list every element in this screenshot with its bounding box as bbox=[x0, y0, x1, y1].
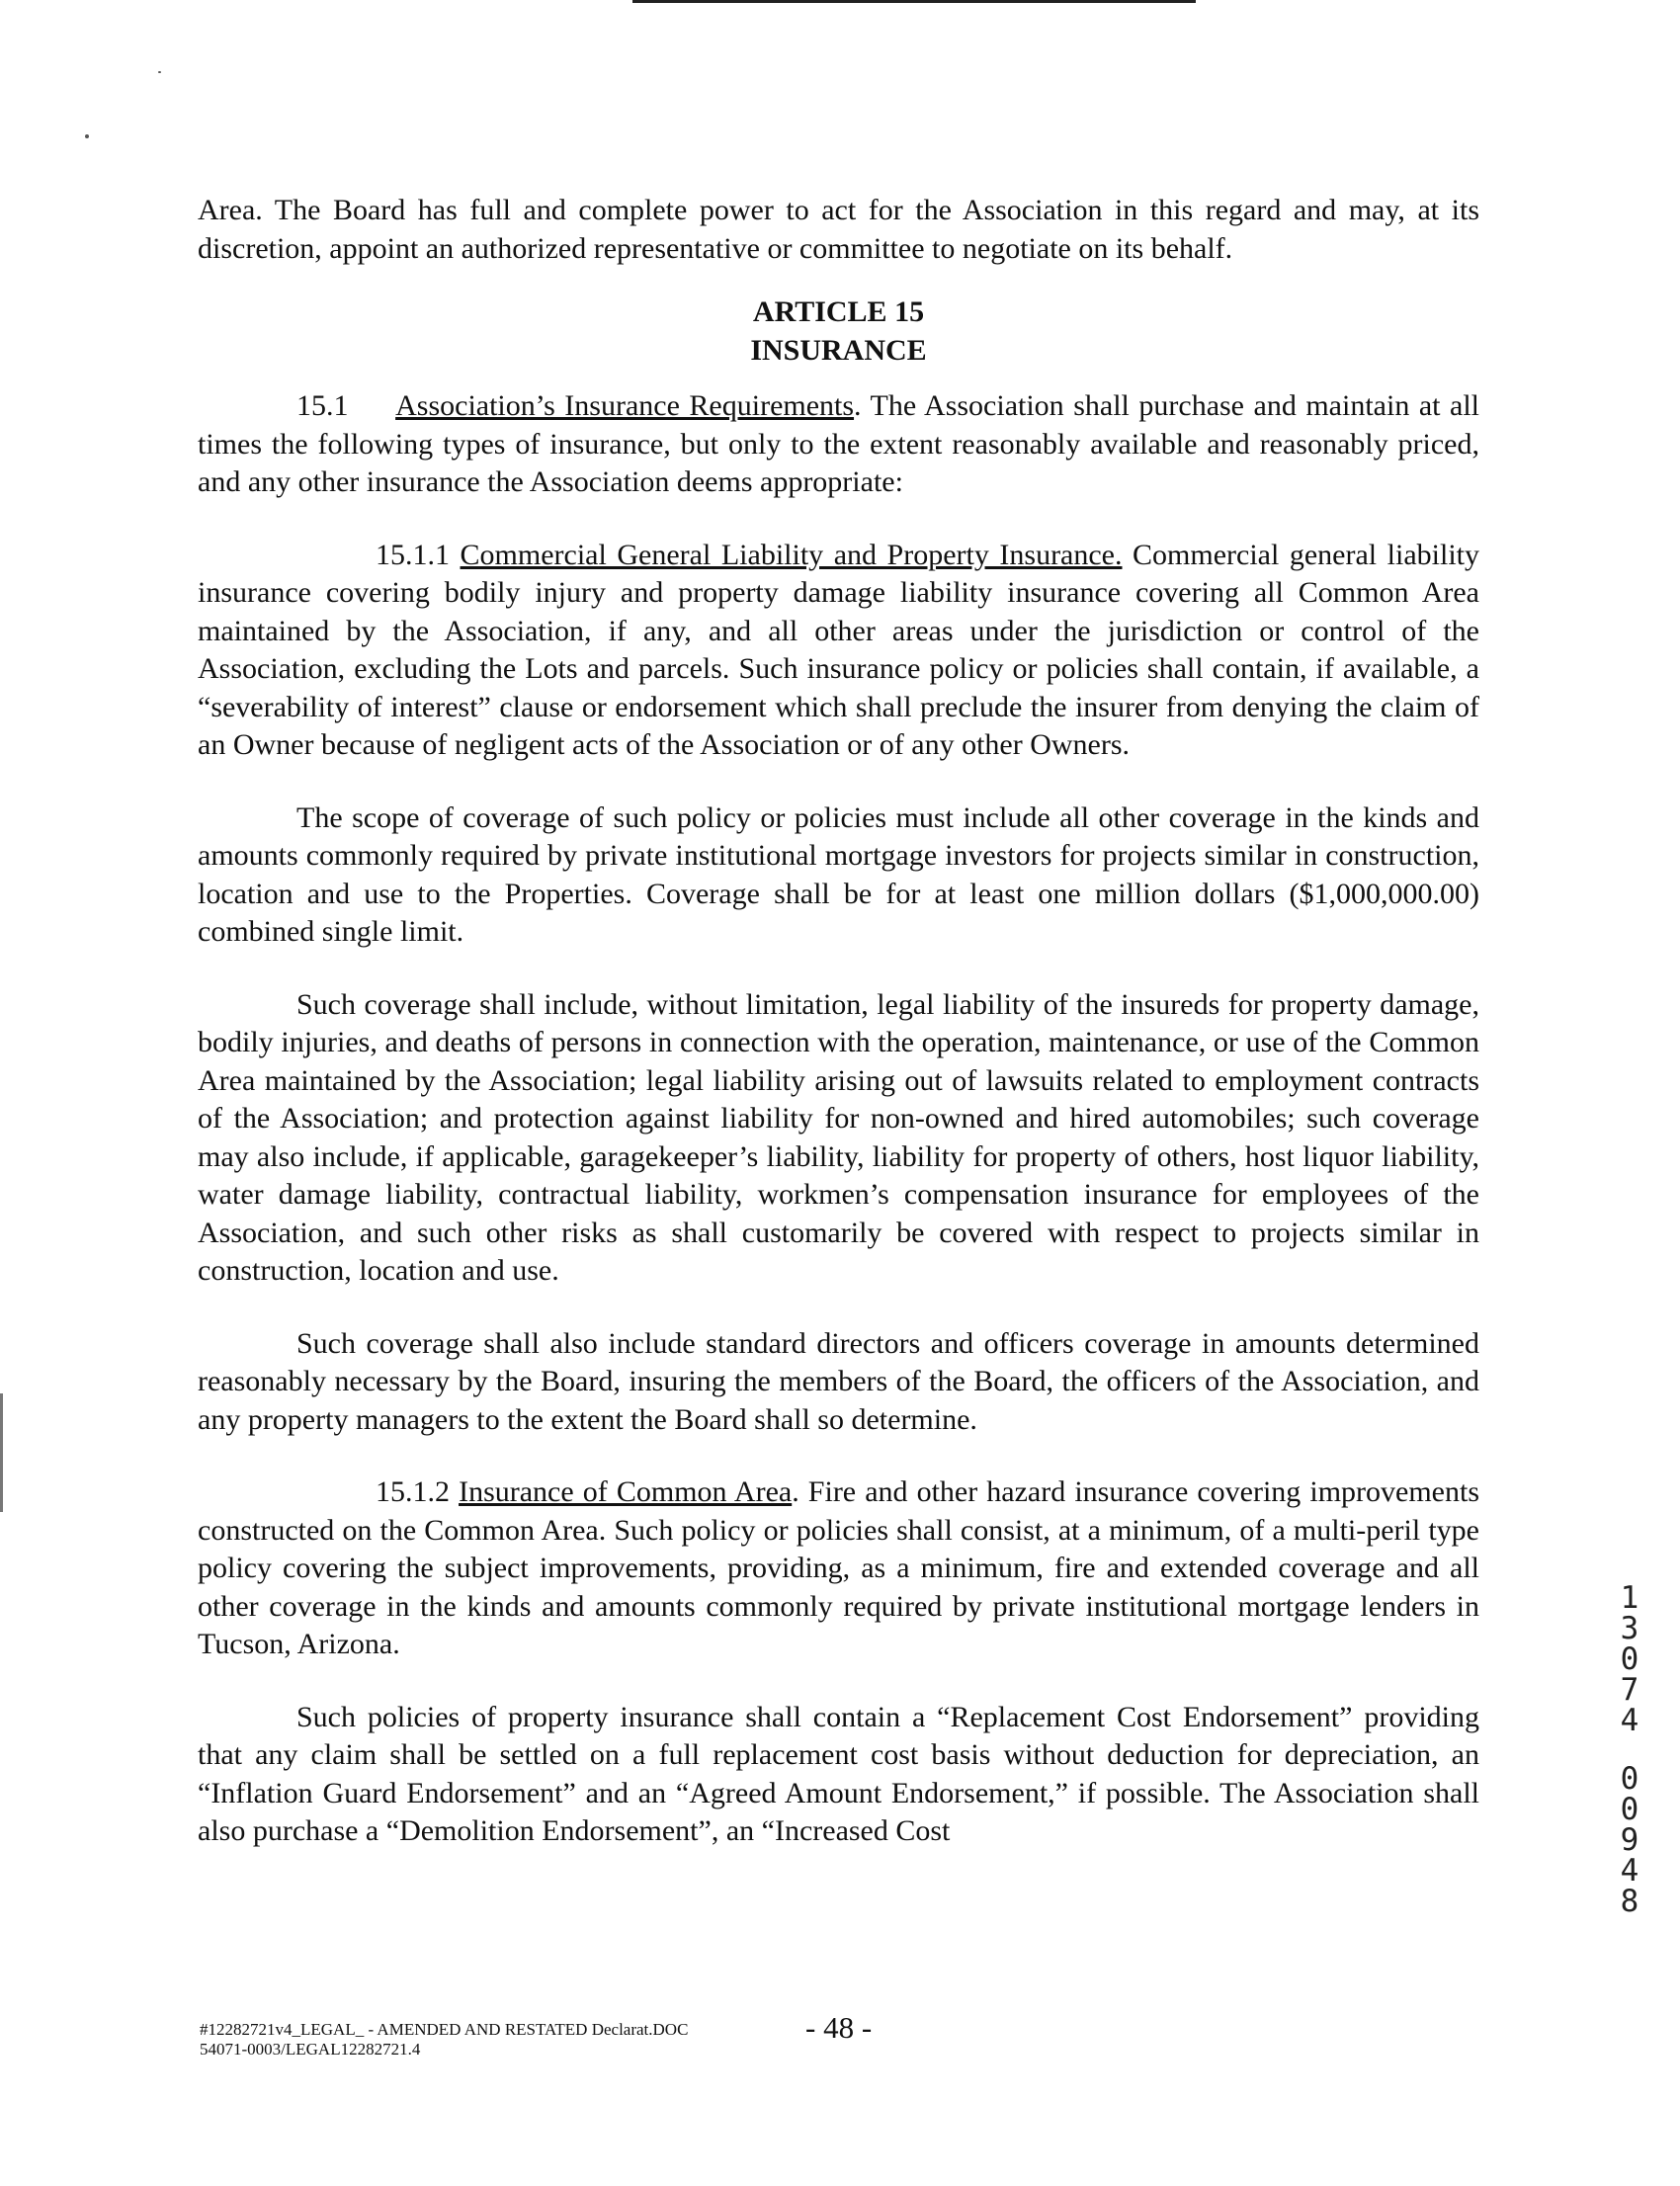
scope-paragraph: The scope of coverage of such policy or policies must include all other coverage in the kinds and amounts commonly required by private institutional mortgage investors for projects similar in construction, location and use to the Properties. Coverage shall be for at least one million dollars ($1,000,000.00) combined single limit. bbox=[198, 800, 1479, 948]
section-heading: Insurance of Common Area bbox=[459, 1475, 793, 1508]
section-number: 15.1 bbox=[296, 389, 349, 422]
article-number: ARTICLE 15 bbox=[752, 295, 925, 328]
section-heading: Association’s Insurance Requirements bbox=[395, 389, 855, 422]
top-scan-line bbox=[632, 0, 1196, 3]
stamp-digit: 0 bbox=[1620, 1641, 1639, 1677]
stamp-digit: 8 bbox=[1620, 1884, 1639, 1919]
section-number: 15.1.1 bbox=[376, 538, 450, 571]
intro-paragraph: Area. The Board has full and complete power to act for the Association in this regard and may, at its discretion, appoint an authorized representative or committee to negotiate on its behalf. bbox=[198, 194, 1479, 265]
stamp-gap bbox=[1613, 1736, 1646, 1764]
footer-line-1: #12282721v4_LEGAL_ - AMENDED AND RESTATED Declarat.DOC bbox=[200, 2020, 689, 2039]
footer-doc-id bbox=[200, 2020, 688, 2060]
section-15-1 bbox=[198, 387, 1479, 502]
section-number: 15.1.2 bbox=[376, 1475, 450, 1508]
scan-speck bbox=[158, 71, 161, 73]
margin-scan-mark bbox=[0, 1393, 3, 1512]
stamp-digit: 0 bbox=[1620, 1761, 1639, 1797]
stamp-digit: 4 bbox=[1620, 1853, 1639, 1889]
coverage-paragraph: Such coverage shall include, without limitation, legal liability of the insureds for property damage, bodily injuries, and deaths of persons in connection with the operation, maintenance, or use of the Common Area maintained by the Association; legal liability arising out of lawsuits related to employment contracts of the Association; and protection against liability for non-owned and hired automobiles; such coverage may also include, if applicable, garagekeeper’s liability, liability for property of others, host liquor liability, water damage liability, contractual liability, workmen’s compensation insurance for employees of the Association, and such other risks as shall customarily be covered with respect to projects similar in construction, location and use. bbox=[198, 987, 1479, 1287]
property-paragraph: Such policies of property insurance shall contain a “Replacement Cost Endorsement” providing that any claim shall be settled on a full replacement cost basis without deduction for depreciation, an “Inflation Guard Endorsement” and an “Agreed Amount Endorsement,” if possible. The Association shall also purchase a “Demolition Endorsement”, an “Increased Cost bbox=[198, 1700, 1479, 1847]
section-text: Commercial general liability insurance covering bodily injury and property damage liability insurance covering all Common Area maintained by the Association, if any, and all other areas under the jurisdiction or control of the Association, excluding the Lots and parcels. Such insurance policy or policies shall contain, if available, a “severability of interest” clause or endorsement which shall preclude the insurer from denying the claim of an Owner because of negligent acts of the Association or of any other Owners. bbox=[198, 538, 1479, 761]
stamp-digit: 9 bbox=[1620, 1822, 1639, 1858]
article-title: INSURANCE bbox=[750, 333, 927, 367]
section-heading: Commercial General Liability and Property Insurance. bbox=[460, 538, 1123, 571]
section-15-1-2 bbox=[198, 1473, 1479, 1664]
directors-paragraph: Such coverage shall also include standard directors and officers coverage in amounts determined reasonably necessary by the Board, insuring the members of the Board, the officers of the Association, and any property managers to the extent the Board shall so determine. bbox=[198, 1326, 1479, 1436]
scan-speck bbox=[85, 134, 89, 138]
section-text: . Fire and other hazard insurance covering improvements constructed on the Common Area. Such policy or policies shall consist, at a minimum, of a multi-peril type policy covering the subject improvements, providing, as a minimum, fire and extended coverage and all other coverage in the kinds and amounts commonly required by private institutional mortgage lenders in Tucson, Arizona. bbox=[198, 1475, 1480, 1660]
section-15-1-1 bbox=[198, 537, 1479, 765]
document-body bbox=[198, 192, 1479, 1851]
stamp-digit: 3 bbox=[1620, 1611, 1639, 1646]
stamp-digit: 0 bbox=[1620, 1792, 1639, 1827]
stamp-digit: 7 bbox=[1620, 1672, 1639, 1708]
stamp-digit: 1 bbox=[1620, 1580, 1639, 1616]
recording-stamp bbox=[1613, 1580, 1646, 1919]
section-text: . The Association shall purchase and maintain at all times the following types of insurance, but only to the extent reasonably available and reasonably priced, and any other insurance the Association deems appropriate: bbox=[198, 389, 1480, 498]
stamp-digit: 4 bbox=[1620, 1703, 1639, 1738]
footer-line-2: 54071-0003/LEGAL12282721.4 bbox=[200, 2040, 421, 2059]
page-number: - 48 - bbox=[805, 2010, 873, 2045]
